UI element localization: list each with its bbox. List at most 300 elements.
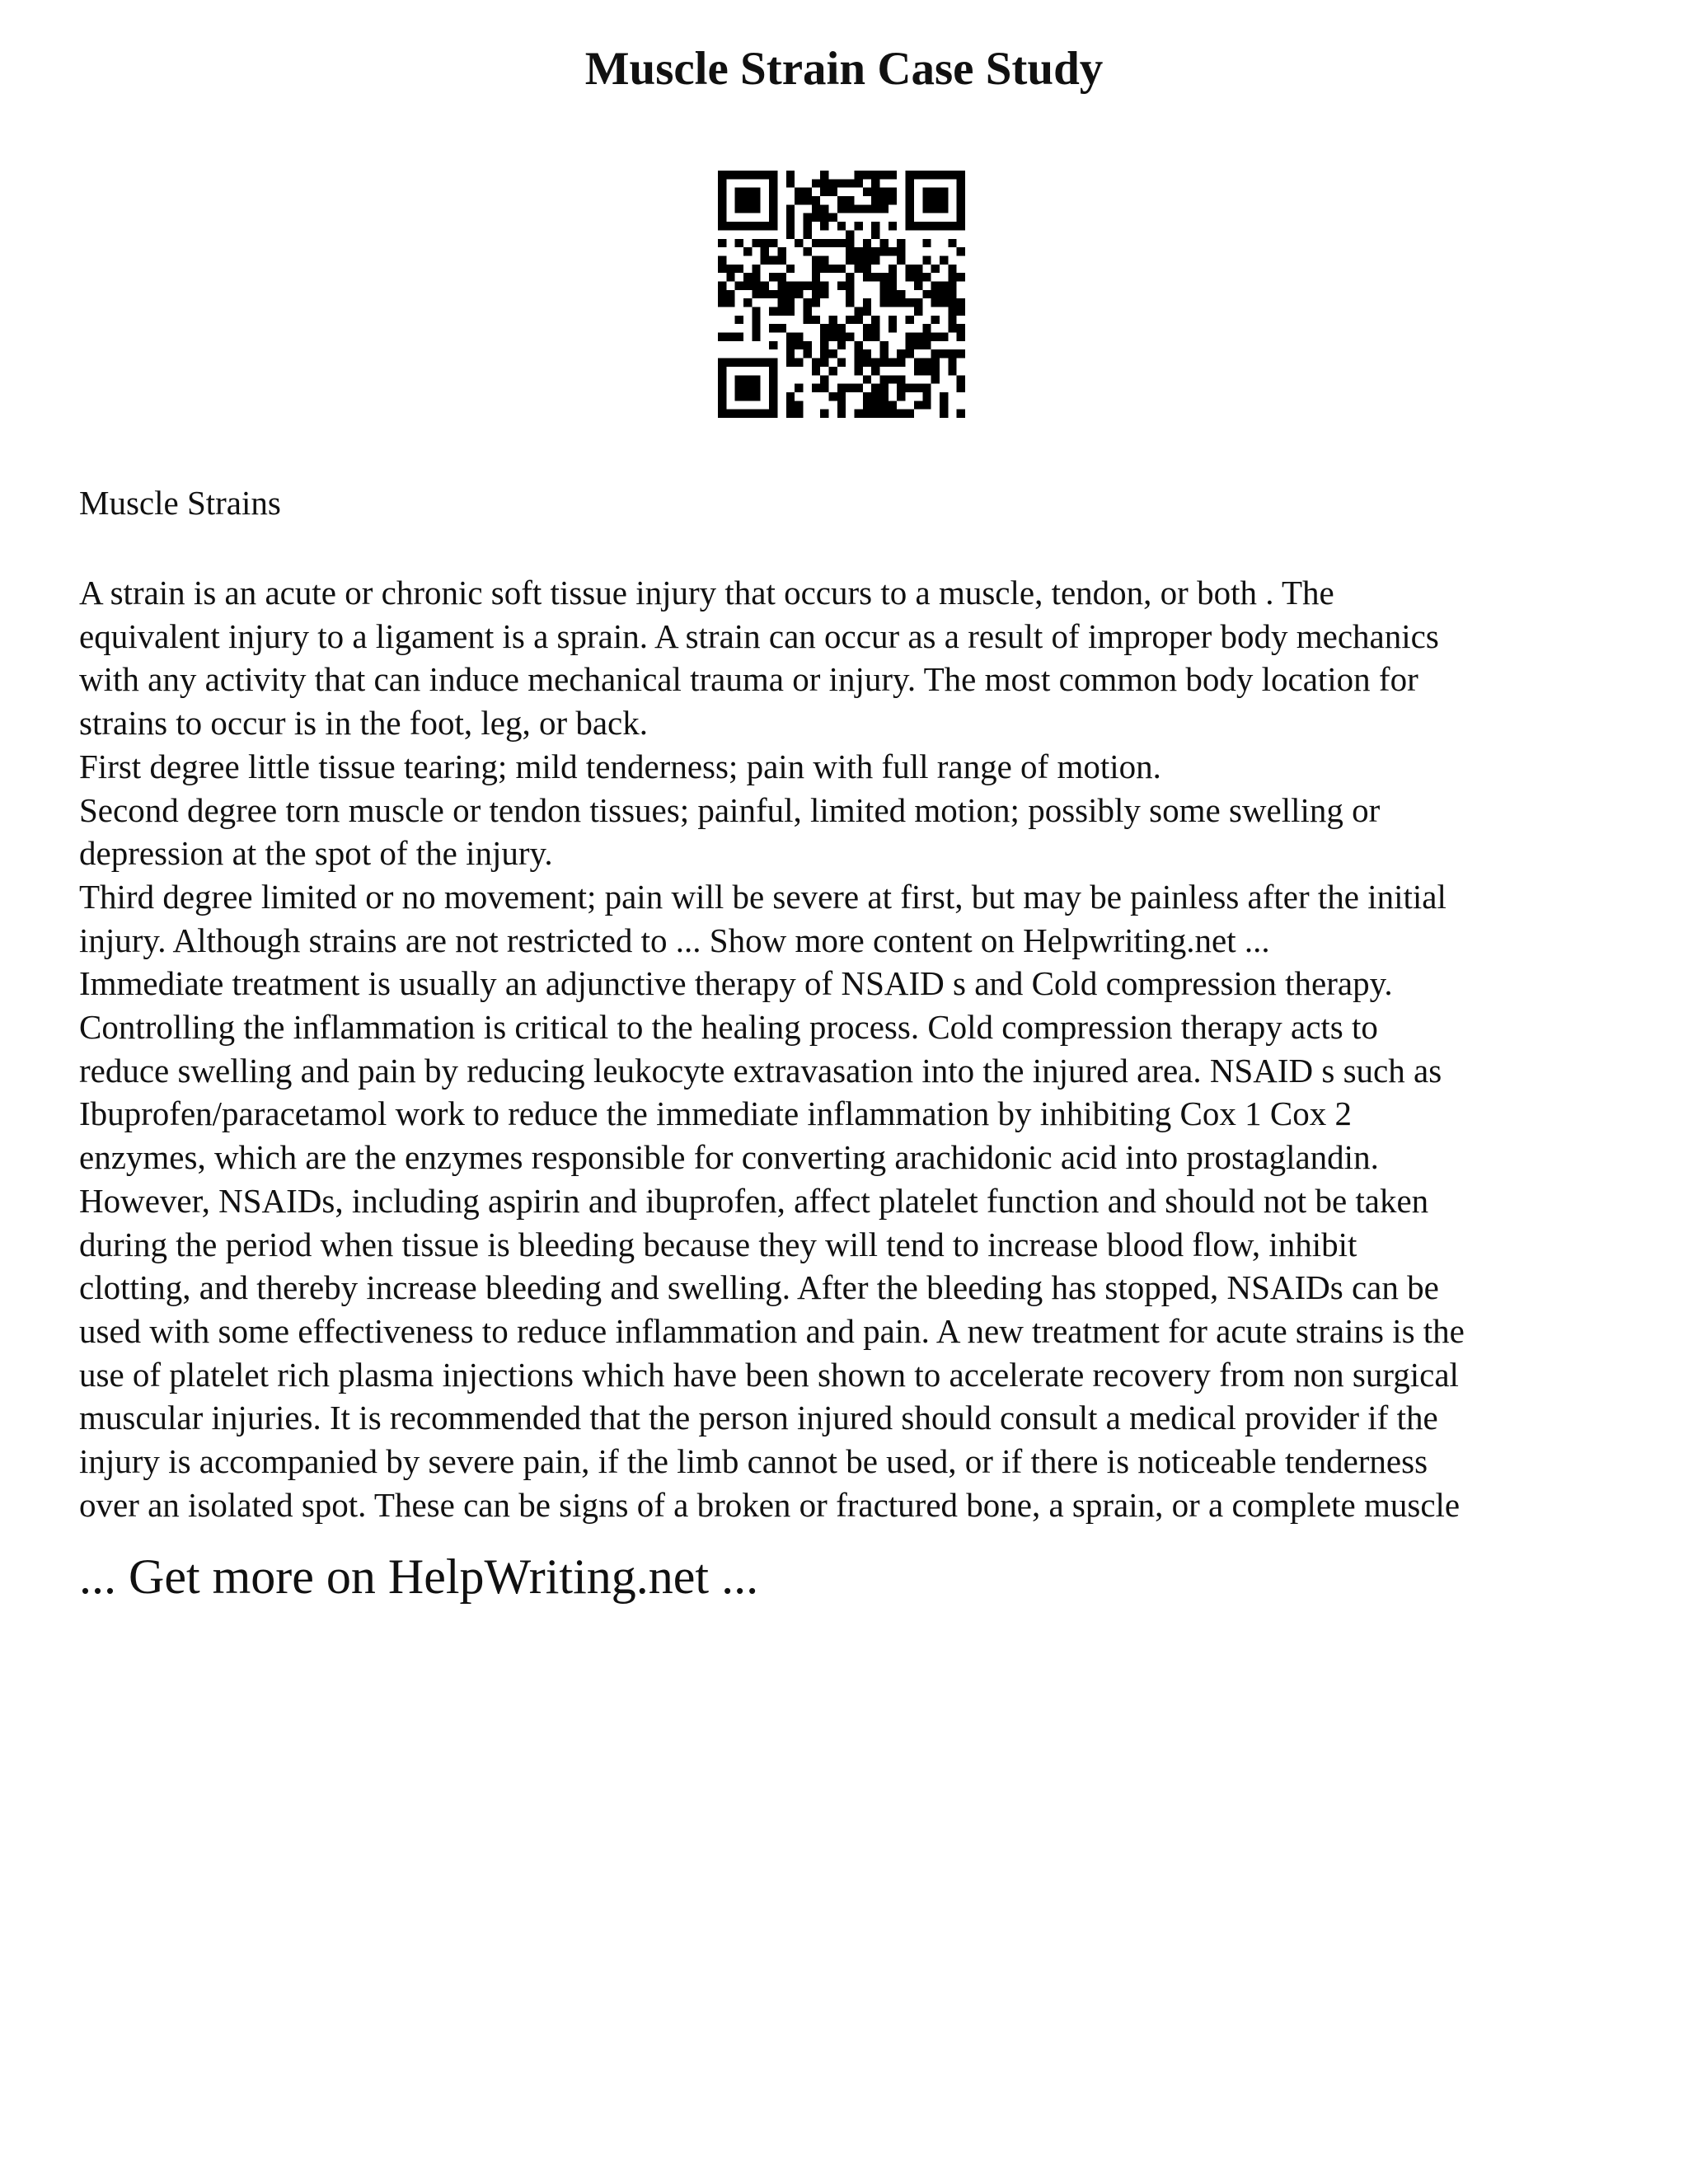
qr-module [871,273,879,281]
qr-module [855,384,863,392]
qr-module [880,239,889,247]
qr-module [940,333,948,341]
qr-module [795,359,803,367]
qr-module [718,410,726,418]
qr-module [828,179,837,187]
qr-module [880,401,889,409]
qr-module [846,239,854,247]
qr-module [769,239,777,247]
qr-module [718,171,726,179]
qr-module [922,204,931,213]
qr-module [795,333,803,341]
qr-module [726,265,734,273]
qr-module [871,179,879,187]
qr-module [769,324,777,332]
body-line: reduce swelling and pain by reducing leukocyte extravasation into the injured area. NSAID s such as [79,1051,1442,1090]
qr-module [931,298,940,307]
qr-module [795,384,803,392]
qr-module [914,359,922,367]
body-line: use of platelet rich plasma injections which have been shown to accelerate recovery from non surgical [79,1355,1459,1394]
qr-module [889,265,897,273]
qr-module [846,281,854,289]
qr-module [820,171,828,179]
qr-module [871,222,879,230]
qr-module [786,179,795,187]
qr-module [948,171,956,179]
qr-module [752,307,760,316]
qr-module [880,204,889,213]
qr-module [803,247,811,255]
qr-module [837,265,846,273]
qr-module [897,247,905,255]
qr-module [889,171,897,179]
qr-module [752,265,760,273]
qr-module [931,349,940,358]
qr-module [940,255,948,264]
qr-module [786,307,795,316]
qr-module [828,349,837,358]
qr-module [777,307,785,316]
qr-module [897,410,905,418]
qr-module [820,265,828,273]
qr-module [855,171,863,179]
qr-module [931,359,940,367]
qr-module [940,290,948,298]
qr-module [922,367,931,375]
qr-module [880,341,889,349]
qr-module [880,384,889,392]
qr-module [769,273,777,281]
qr-module [889,196,897,204]
qr-module [889,188,897,196]
qr-module [820,188,828,196]
qr-module [889,298,897,307]
qr-module [906,410,914,418]
qr-module [948,290,956,298]
qr-module [786,401,795,409]
qr-module [769,341,777,349]
qr-module [948,265,956,273]
qr-module [846,316,854,324]
qr-module [752,333,760,341]
qr-module [777,273,785,281]
qr-module [752,359,760,367]
body-line: enzymes, which are the enzymes responsible for converting arachidonic acid into prostaglandin. [79,1138,1379,1177]
qr-module [777,255,785,264]
qr-module [752,384,760,392]
qr-module [906,273,914,281]
qr-module [880,349,889,358]
qr-module [718,222,726,230]
body-line: Third degree limited or no movement; pain will be severe at first, but may be painless after the initial [79,877,1447,916]
qr-module [940,392,948,401]
qr-module [786,213,795,222]
qr-module [855,349,863,358]
qr-module [922,384,931,392]
qr-module [871,230,879,238]
qr-module [769,213,777,222]
qr-module [812,367,820,375]
qr-code-icon[interactable] [718,171,965,418]
qr-module [922,341,931,349]
qr-module [718,375,726,383]
qr-module [837,281,846,289]
get-more-link[interactable]: ... Get more on HelpWriting.net ... [79,1549,759,1604]
body-line: injury is accompanied by severe pain, if the limb cannot be used, or if there is noticeable tenderness [79,1442,1428,1481]
qr-module [795,196,803,204]
qr-module [735,316,743,324]
body-line: injury. Although strains are not restricted to ... Show more content on Helpwriting.net ... [79,921,1270,959]
qr-module [735,384,743,392]
qr-module [743,171,752,179]
qr-module [863,265,871,273]
qr-module [846,255,854,264]
qr-module [761,281,769,289]
qr-module [871,324,879,332]
qr-module [718,298,726,307]
qr-module [735,410,743,418]
qr-module [769,410,777,418]
qr-module [948,281,956,289]
qr-module [889,316,897,324]
qr-module [812,196,820,204]
qr-module [837,196,846,204]
qr-module [743,196,752,204]
qr-module [726,410,734,418]
qr-module [743,273,752,281]
qr-module [812,255,820,264]
qr-module [761,255,769,264]
qr-module [735,239,743,247]
qr-module [906,188,914,196]
qr-module [940,401,948,409]
qr-module [752,204,760,213]
qr-module [871,196,879,204]
qr-module [957,273,965,281]
qr-module [752,316,760,324]
qr-module [820,333,828,341]
qr-module [718,333,726,341]
qr-module [761,247,769,255]
qr-module [752,196,760,204]
qr-module [812,316,820,324]
qr-module [752,188,760,196]
qr-module [743,281,752,289]
body-line: depression at the spot of the injury. [79,834,553,873]
qr-module [769,359,777,367]
qr-module [906,222,914,230]
qr-module [743,222,752,230]
qr-module [863,359,871,367]
qr-module [880,410,889,418]
qr-module [828,333,837,341]
qr-module [863,392,871,401]
qr-module [871,401,879,409]
qr-module [880,196,889,204]
qr-module [906,196,914,204]
qr-module [889,281,897,289]
qr-module [957,324,965,332]
qr-module [812,281,820,289]
qr-module [761,171,769,179]
qr-module [889,324,897,332]
qr-module [777,290,785,298]
qr-module [914,401,922,409]
qr-module [846,298,854,307]
qr-module [922,273,931,281]
qr-module [735,359,743,367]
qr-module [922,401,931,409]
section-heading: Muscle Strains [79,484,281,522]
qr-module [855,341,863,349]
qr-module [777,298,785,307]
qr-module [726,290,734,298]
qr-module [743,298,752,307]
qr-module [931,333,940,341]
qr-module [863,307,871,316]
qr-module [735,196,743,204]
qr-module [803,222,811,230]
qr-module [940,222,948,230]
qr-module [718,359,726,367]
qr-module [837,401,846,409]
qr-module [803,196,811,204]
qr-module [837,341,846,349]
qr-module [812,298,820,307]
qr-module [897,239,905,247]
qr-module [914,367,922,375]
qr-module [855,307,863,316]
qr-module [880,273,889,281]
qr-module [940,188,948,196]
body-line: used with some effectiveness to reduce inflammation and pain. A new treatment for acute strains is the [79,1311,1465,1350]
qr-module [889,401,897,409]
qr-module [735,222,743,230]
qr-module [828,367,837,375]
qr-module [880,171,889,179]
qr-module [726,273,734,281]
qr-module [863,204,871,213]
qr-module [914,171,922,179]
body-line: with any activity that can induce mechanical trauma or injury. The most common body location for [79,660,1418,699]
qr-module [863,410,871,418]
qr-module [863,171,871,179]
qr-module [769,367,777,375]
qr-module [855,222,863,230]
qr-module [812,384,820,392]
qr-module [880,290,889,298]
qr-module [786,298,795,307]
qr-module [863,349,871,358]
qr-module [837,179,846,187]
qr-module [931,171,940,179]
qr-module [803,281,811,289]
qr-module [828,239,837,247]
qr-module [863,333,871,341]
qr-module [726,333,734,341]
qr-module [914,281,922,289]
qr-module [948,324,956,332]
qr-module [880,359,889,367]
qr-module [914,298,922,307]
qr-module [718,188,726,196]
qr-module [948,298,956,307]
qr-module [820,290,828,298]
qr-module [743,392,752,401]
qr-module [820,349,828,358]
body-line: during the period when tissue is bleeding because they will tend to increase blood flow, inhibit [79,1225,1357,1263]
qr-module [752,222,760,230]
qr-module [718,401,726,409]
qr-module [871,367,879,375]
qr-module [871,204,879,213]
qr-module [855,265,863,273]
qr-module [897,384,905,392]
qr-module [786,281,795,289]
qr-module [718,255,726,264]
qr-module [906,298,914,307]
qr-module [769,307,777,316]
qr-module [769,255,777,264]
qr-module [812,359,820,367]
qr-module [922,188,931,196]
qr-module [752,273,760,281]
qr-module [803,341,811,349]
qr-module [931,222,940,230]
qr-module [922,392,931,401]
qr-module [880,375,889,383]
qr-module [752,410,760,418]
qr-module [846,247,854,255]
qr-module [855,247,863,255]
qr-module [880,298,889,307]
qr-module [777,324,785,332]
qr-module [897,298,905,307]
qr-module [906,265,914,273]
qr-module [743,375,752,383]
qr-module [957,333,965,341]
qr-module [871,392,879,401]
qr-module [828,213,837,222]
qr-module [863,239,871,247]
qr-module [914,307,922,316]
qr-module [906,213,914,222]
qr-module [940,281,948,289]
qr-module [931,367,940,375]
qr-module [761,239,769,247]
qr-module [761,410,769,418]
body-line: clotting, and thereby increase bleeding and swelling. After the bleeding has stopped, NSAIDs can be [79,1268,1439,1307]
qr-module [863,324,871,332]
qr-module [735,171,743,179]
qr-module [735,204,743,213]
qr-module [812,213,820,222]
qr-module [914,341,922,349]
qr-module [940,410,948,418]
qr-module [897,255,905,264]
qr-module [769,204,777,213]
qr-module [735,281,743,289]
body-line: A strain is an acute or chronic soft tissue injury that occurs to a muscle, tendon, or both . The [79,574,1334,612]
qr-module [863,273,871,281]
qr-module [812,204,820,213]
qr-module [828,265,837,273]
qr-module [871,316,879,324]
qr-module [718,196,726,204]
qr-module [795,401,803,409]
qr-module [922,222,931,230]
qr-module [752,324,760,332]
qr-module [786,333,795,341]
qr-module [880,188,889,196]
qr-module [863,188,871,196]
qr-module [769,401,777,409]
qr-module [871,255,879,264]
qr-module [863,375,871,383]
qr-module [837,384,846,392]
qr-module [786,171,795,179]
qr-module [846,230,854,238]
qr-module [837,324,846,332]
qr-module [743,410,752,418]
qr-module [820,375,828,383]
qr-module [718,213,726,222]
qr-module [828,324,837,332]
qr-module [957,188,965,196]
qr-module [718,384,726,392]
qr-module [735,265,743,273]
qr-module [718,179,726,187]
qr-module [922,359,931,367]
qr-module [812,265,820,273]
qr-module [743,247,752,255]
qr-module [803,188,811,196]
qr-module [786,392,795,401]
qr-module [803,230,811,238]
body-line: Controlling the inflammation is critical to the healing process. Cold compression therapy acts to [79,1008,1378,1047]
qr-module [743,204,752,213]
qr-module [914,222,922,230]
qr-module [906,204,914,213]
qr-module [957,171,965,179]
qr-module [837,239,846,247]
qr-module [957,298,965,307]
qr-module [769,392,777,401]
qr-module [820,255,828,264]
qr-module [803,349,811,358]
qr-module [948,367,956,375]
qr-module [906,316,914,324]
qr-module [752,281,760,289]
body-text [79,571,1629,1526]
qr-module [931,188,940,196]
qr-module [718,265,726,273]
qr-module [863,298,871,307]
qr-module [761,359,769,367]
qr-module [718,239,726,247]
qr-module [820,410,828,418]
qr-module [957,222,965,230]
qr-module [769,196,777,204]
qr-module [889,247,897,255]
qr-module [889,290,897,298]
qr-module [889,359,897,367]
body-line: equivalent injury to a ligament is a sprain. A strain can occur as a result of improper body mechanics [79,616,1439,655]
qr-module [769,222,777,230]
qr-module [957,384,965,392]
qr-module [863,401,871,409]
qr-module [726,298,734,307]
